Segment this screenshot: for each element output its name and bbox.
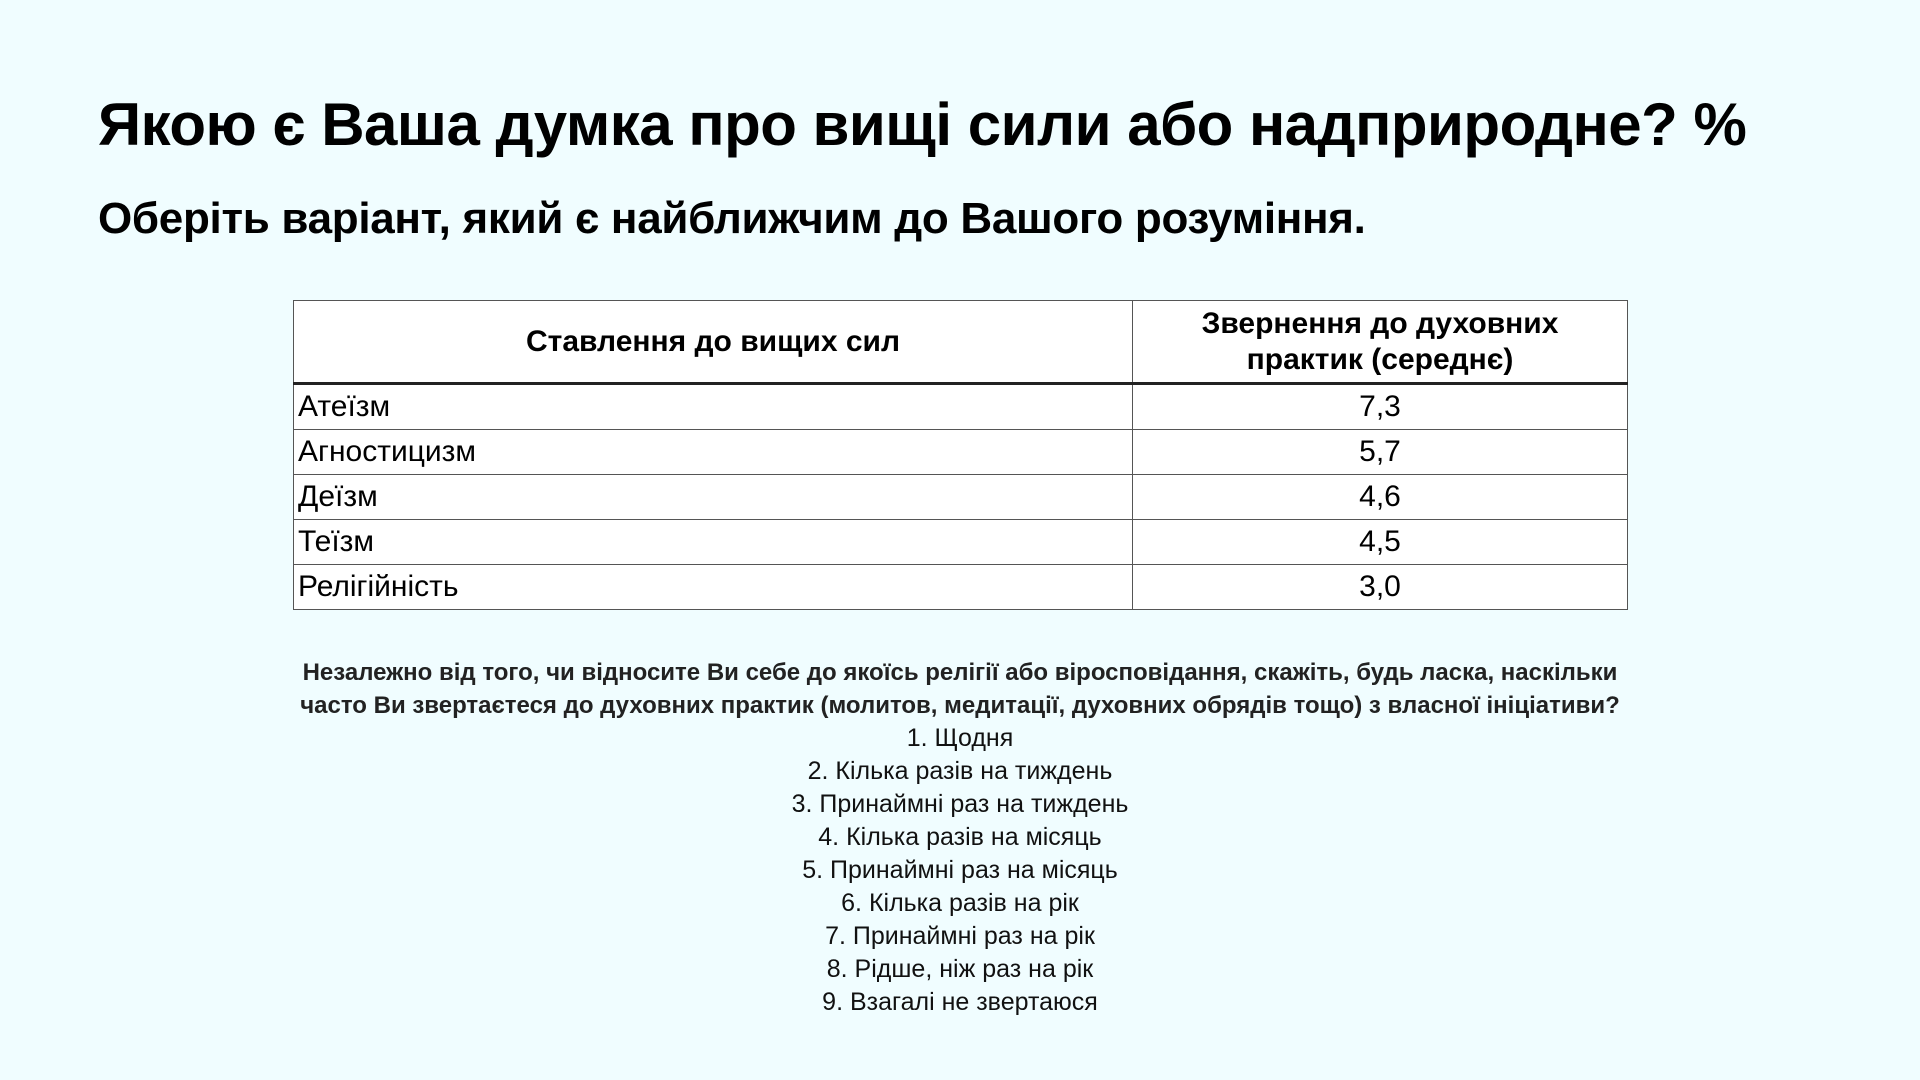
survey-question-note (300, 656, 1620, 1019)
row-label: Релігійність (294, 565, 1133, 610)
survey-question: Незалежно від того, чи відносите Ви себе до якоїсь релігії або віросповідання, скажіть, будь ласка, наскільки часто Ви звертаєтеся до духовних практик (молитов, медитації, духовних обрядів тощо) з власної ініціативи? (300, 659, 1620, 719)
answer-option: 8. Рідше, ніж раз на рік (826, 955, 1094, 983)
row-label: Агностицизм (294, 430, 1133, 475)
row-value: 5,7 (1133, 430, 1628, 475)
row-value: 4,6 (1133, 475, 1628, 520)
row-value: 7,3 (1133, 384, 1628, 430)
table-row (294, 520, 1628, 565)
answer-option: 9. Взагалі не звертаюся (822, 988, 1098, 1016)
table-row (294, 565, 1628, 610)
row-label: Теїзм (294, 520, 1133, 565)
table-header-row (294, 301, 1628, 384)
answer-option: 5. Принаймні раз на місяць (802, 856, 1118, 884)
row-value: 3,0 (1133, 565, 1628, 610)
answer-option: 3. Принаймні раз на тиждень (791, 790, 1129, 818)
table-row (294, 430, 1628, 475)
table-row (294, 475, 1628, 520)
row-label: Атеїзм (294, 384, 1133, 430)
answer-option: 2. Кілька разів на тиждень (807, 757, 1113, 785)
row-label: Деїзм (294, 475, 1133, 520)
answer-option: 6. Кілька разів на рік (841, 889, 1079, 917)
page-subtitle: Оберіть варіант, який є найближчим до Вашого розуміння. (98, 194, 1366, 243)
table-row (294, 384, 1628, 430)
column-header-attitude: Ставлення до вищих сил (294, 301, 1133, 384)
page-title: Якою є Ваша думка про вищі сили або надприродне? % (98, 91, 1747, 158)
answer-options-list (300, 722, 1620, 1019)
column-header-practices: Звернення до духовних практик (середнє) (1133, 301, 1628, 384)
row-value: 4,5 (1133, 520, 1628, 565)
answer-option: 7. Принаймні раз на рік (825, 922, 1095, 950)
data-table (293, 300, 1628, 610)
answer-option: 1. Щодня (906, 724, 1014, 752)
answer-option: 4. Кілька разів на місяць (818, 823, 1102, 851)
